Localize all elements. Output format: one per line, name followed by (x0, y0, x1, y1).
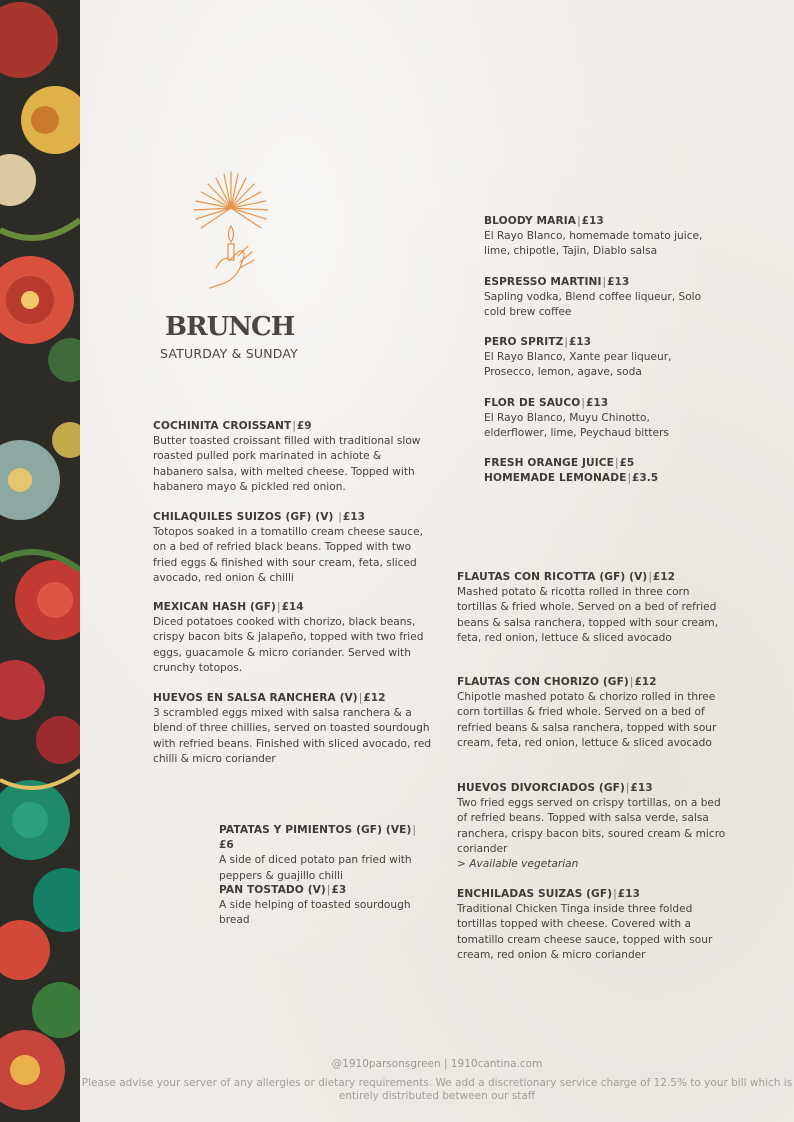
item-name: ENCHILADAS SUIZAS (GF) (457, 888, 613, 900)
item-price: £13 (585, 397, 609, 409)
item-description: A side of diced potato pan fried with peppers & guajillo chilli (219, 854, 412, 882)
item-name: COCHINITA CROISSANT (153, 420, 292, 432)
item-name: FLOR DE SAUCO (484, 397, 581, 409)
item-name: CHILAQUILES SUIZOS (GF) (V) (153, 511, 338, 523)
side-item: PAN TOSTADO (V)|£3 A side helping of toasted sourdough bread (219, 883, 429, 929)
item-name: HUEVOS EN SALSA RANCHERA (V) (153, 692, 358, 704)
item-price: £6 (219, 839, 234, 852)
menu-item: HUEVOS EN SALSA RANCHERA (V)|£12 3 scrambled eggs mixed with salsa ranchera & a blend of three chillies, served on toasted sourdough with refried beans. Finished with sliced avocado, red chilli & micro coriander (153, 691, 433, 767)
item-price: £12 (652, 571, 676, 583)
drink-item: FRESH ORANGE JUICE|£5 (484, 457, 635, 469)
item-price: £13 (630, 782, 653, 794)
item-name: PERO SPRITZ (484, 336, 564, 348)
item-description: Sapling vodka, Blend coffee liqueur, Solo cold brew coffee (484, 291, 702, 319)
item-name: BLOODY MARIA (484, 215, 577, 227)
item-price: £13 (617, 888, 640, 900)
item-price: £12 (363, 692, 386, 704)
item-price: £9 (296, 420, 312, 432)
menu-item: ENCHILADAS SUIZAS (GF)|£13 Traditional Chicken Tinga inside three folded tortillas topped with cheese. Covered with a tomatillo cream cheese sauce, topped with sour cream, red onion & micro coriander (457, 887, 727, 963)
item-description: El Rayo Blanco, Xante pear liqueur, Prosecco, lemon, agave, soda (484, 351, 672, 379)
item-description: Mashed potato & ricotta rolled in three corn tortillas & fried whole. Served on a bed of refried beans & salsa ranchera, topped with sour cream, feta, red onion, lettuce & sliced avocado (457, 586, 719, 644)
footer-social-links: @1910parsonsgreen | 1910cantina.com (331, 1058, 543, 1070)
item-price: £12 (634, 676, 657, 688)
item-price: £3 (331, 884, 347, 896)
item-description: 3 scrambled eggs mixed with salsa ranchera & a blend of three chillies, served on toasted sourdough with refried beans. Finished with sliced avocado, red chilli & micro coriander (153, 707, 432, 765)
item-price: £13 (581, 215, 604, 227)
item-description: Butter toasted croissant filled with traditional slow roasted pulled pork marinated in achiote & habanero salsa, with melted cheese. Topped with habanero mayo & pickled red onion. (153, 435, 421, 493)
item-name: ESPRESSO MARTINI (484, 276, 602, 288)
item-name: MEXICAN HASH (GF) (153, 601, 276, 613)
item-price: £13 (342, 511, 365, 523)
item-name: FRESH ORANGE JUICE (484, 457, 614, 469)
item-price: £13 (607, 276, 630, 288)
item-name: FLAUTAS CON RICOTTA (GF) (V) (457, 571, 648, 583)
page-subtitle: SATURDAY & SUNDAY (160, 346, 298, 361)
drink-item: FLOR DE SAUCO|£13 El Rayo Blanco, Muyu Chinotto, elderflower, lime, Peychaud bitters (484, 396, 714, 442)
menu-item: MEXICAN HASH (GF)|£14 Diced potatoes cooked with chorizo, black beans, crispy bacon bits & jalapeño, topped with two fried eggs, guacamole & micro coriander. Served with crunchy totopos. (153, 600, 433, 676)
menu-item: COCHINITA CROISSANT|£9 Butter toasted croissant filled with traditional slow roasted pulled pork marinated in achiote & habanero salsa, with melted cheese. Topped with habanero mayo & pickled red onion. (153, 419, 433, 495)
item-description: Diced potatoes cooked with chorizo, black beans, crispy bacon bits & jalapeño, topped with two fried eggs, guacamole & micro coriander. Served with crunchy totopos. (153, 616, 424, 674)
floral-pattern (0, 0, 80, 1122)
item-note: > Available vegetarian (457, 858, 579, 871)
item-description: El Rayo Blanco, homemade tomato juice, lime, chipotle, Tajin, Diablo salsa (484, 230, 703, 258)
item-price: £14 (281, 601, 304, 613)
item-description: A side helping of toasted sourdough bread (219, 899, 411, 927)
drink-item: HOMEMADE LEMONADE|£3.5 (484, 472, 659, 484)
drink-item: BLOODY MARIA|£13 El Rayo Blanco, homemade tomato juice, lime, chipotle, Tajin, Diablo salsa (484, 214, 714, 260)
menu-item: FLAUTAS CON RICOTTA (GF) (V)|£12 Mashed potato & ricotta rolled in three corn tortillas & fried whole. Served on a bed of refried beans & salsa ranchera, topped with sour cream, feta, red onion, lettuce & sliced avocado (457, 570, 727, 646)
footer-disclaimer: Please advise your server of any allergies or dietary requirements. We add a discretionary service charge of 12.5% to your bill which is entirely distributed between our staff (81, 1077, 793, 1102)
item-price: £3.5 (632, 472, 659, 484)
item-description: Two fried eggs served on crispy tortillas, on a bed of refried beans. Topped with salsa verde, salsa ranchera, crispy bacon bits, soured cream & micro coriander (457, 797, 726, 855)
item-name: FLAUTAS CON CHORIZO (GF) (457, 676, 629, 688)
drink-item: PERO SPRITZ|£13 El Rayo Blanco, Xante pear liqueur, Prosecco, lemon, agave, soda (484, 335, 714, 381)
item-name: PATATAS Y PIMIENTOS (GF) (VE) (219, 824, 412, 836)
item-price: £5 (619, 457, 635, 469)
drink-item: ESPRESSO MARTINI|£13 Sapling vodka, Blend coffee liqueur, Solo cold brew coffee (484, 275, 714, 321)
embroidery-border (0, 0, 80, 1122)
item-name: PAN TOSTADO (V) (219, 884, 326, 896)
item-description: El Rayo Blanco, Muyu Chinotto, elderflower, lime, Peychaud bitters (484, 412, 669, 440)
side-item: PATATAS Y PIMIENTOS (GF) (VE)|£6 A side of diced potato pan fried with peppers & guajillo chilli (219, 823, 429, 884)
menu-item: HUEVOS DIVORCIADOS (GF)|£13 Two fried eggs served on crispy tortillas, on a bed of refried beans. Topped with salsa verde, salsa ranchera, crispy bacon bits, soured cream & micro coriander > Available vegetarian (457, 781, 727, 872)
item-name: HUEVOS DIVORCIADOS (GF) (457, 782, 625, 794)
item-price: £13 (568, 336, 592, 348)
item-name: HOMEMADE LEMONADE (484, 472, 627, 484)
candle-hand-icon (186, 168, 276, 298)
item-description: Traditional Chicken Tinga inside three folded tortillas topped with cheese. Covered with a tomatillo cream cheese sauce, topped with sour cream, red onion & micro coriander (457, 903, 713, 961)
menu-item: FLAUTAS CON CHORIZO (GF)|£12 Chipotle mashed potato & chorizo rolled in three corn tortillas & fried whole. Served on a bed of refried beans & salsa ranchera, topped with sour cream, feta, red onion, lettuce & sliced avocado (457, 675, 727, 751)
item-description: Totopos soaked in a tomatillo cream cheese sauce, on a bed of refried black beans. Topped with two fried eggs & finished with sour cream, feta, sliced avocado, red onion & chilli (153, 526, 423, 584)
item-description: Chipotle mashed potato & chorizo rolled in three corn tortillas & fried whole. Served on a bed of refried beans & salsa ranchera, topped with sour cream, feta, red onion, lettuce & sliced avocado (457, 691, 717, 749)
page-title: BRUNCH (165, 312, 295, 342)
menu-item: CHILAQUILES SUIZOS (GF) (V) |£13 Totopos soaked in a tomatillo cream cheese sauce, on a bed of refried black beans. Topped with two fried eggs & finished with sour cream, feta, sliced avocado, red onion & chilli (153, 510, 433, 586)
